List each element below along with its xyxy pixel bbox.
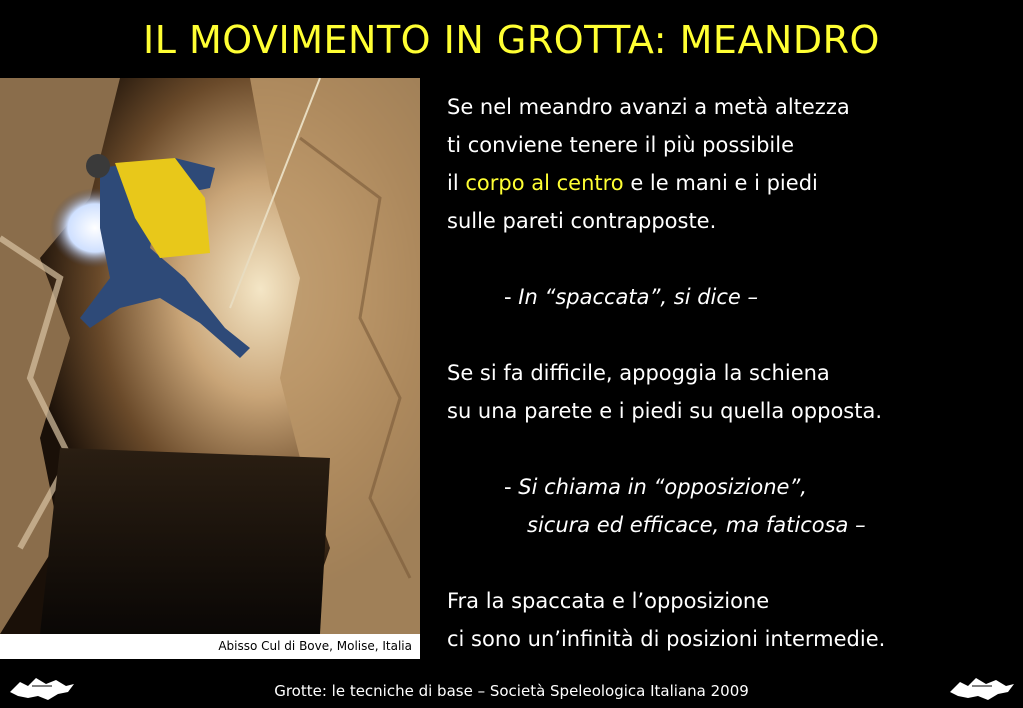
note-text: In “spaccata”, si dice – [518, 285, 759, 309]
note-text: Si chiama in “opposizione”, [518, 475, 807, 499]
cave-photo [0, 78, 420, 634]
body-line: Se nel meandro avanzi a metà altezza [447, 95, 850, 119]
body-line: ti conviene tenere il più possibile [447, 133, 794, 157]
body-line: su una parete e i piedi su quella opposta. [447, 399, 883, 423]
body-text: il [447, 171, 466, 195]
note-line [447, 278, 1017, 316]
body-line: ci sono un’infinità di posizioni intermedie. [447, 627, 886, 651]
note-line [447, 468, 1017, 506]
slide-body [447, 88, 1017, 658]
photo-caption: Abisso Cul di Bove, Molise, Italia [0, 634, 420, 659]
body-line: Se si fa difficile, appoggia la schiena [447, 361, 830, 385]
slide-footer: Grotte: le tecniche di base – Società Speleologica Italiana 2009 [274, 682, 749, 700]
body-line [447, 164, 1017, 202]
highlighted-text: corpo al centro [465, 171, 624, 195]
note-line: sicura ed efficace, ma faticosa – [527, 513, 866, 537]
dash: - [504, 285, 519, 309]
caver-in-meander-image [0, 78, 420, 634]
body-line: Fra la spaccata e l’opposizione [447, 589, 770, 613]
body-line: sulle pareti contrapposte. [447, 209, 717, 233]
body-text: e le mani e i piedi [623, 171, 818, 195]
slide-title: IL MOVIMENTO IN GROTTA: MEANDRO [143, 18, 880, 62]
dash: - [504, 475, 519, 499]
